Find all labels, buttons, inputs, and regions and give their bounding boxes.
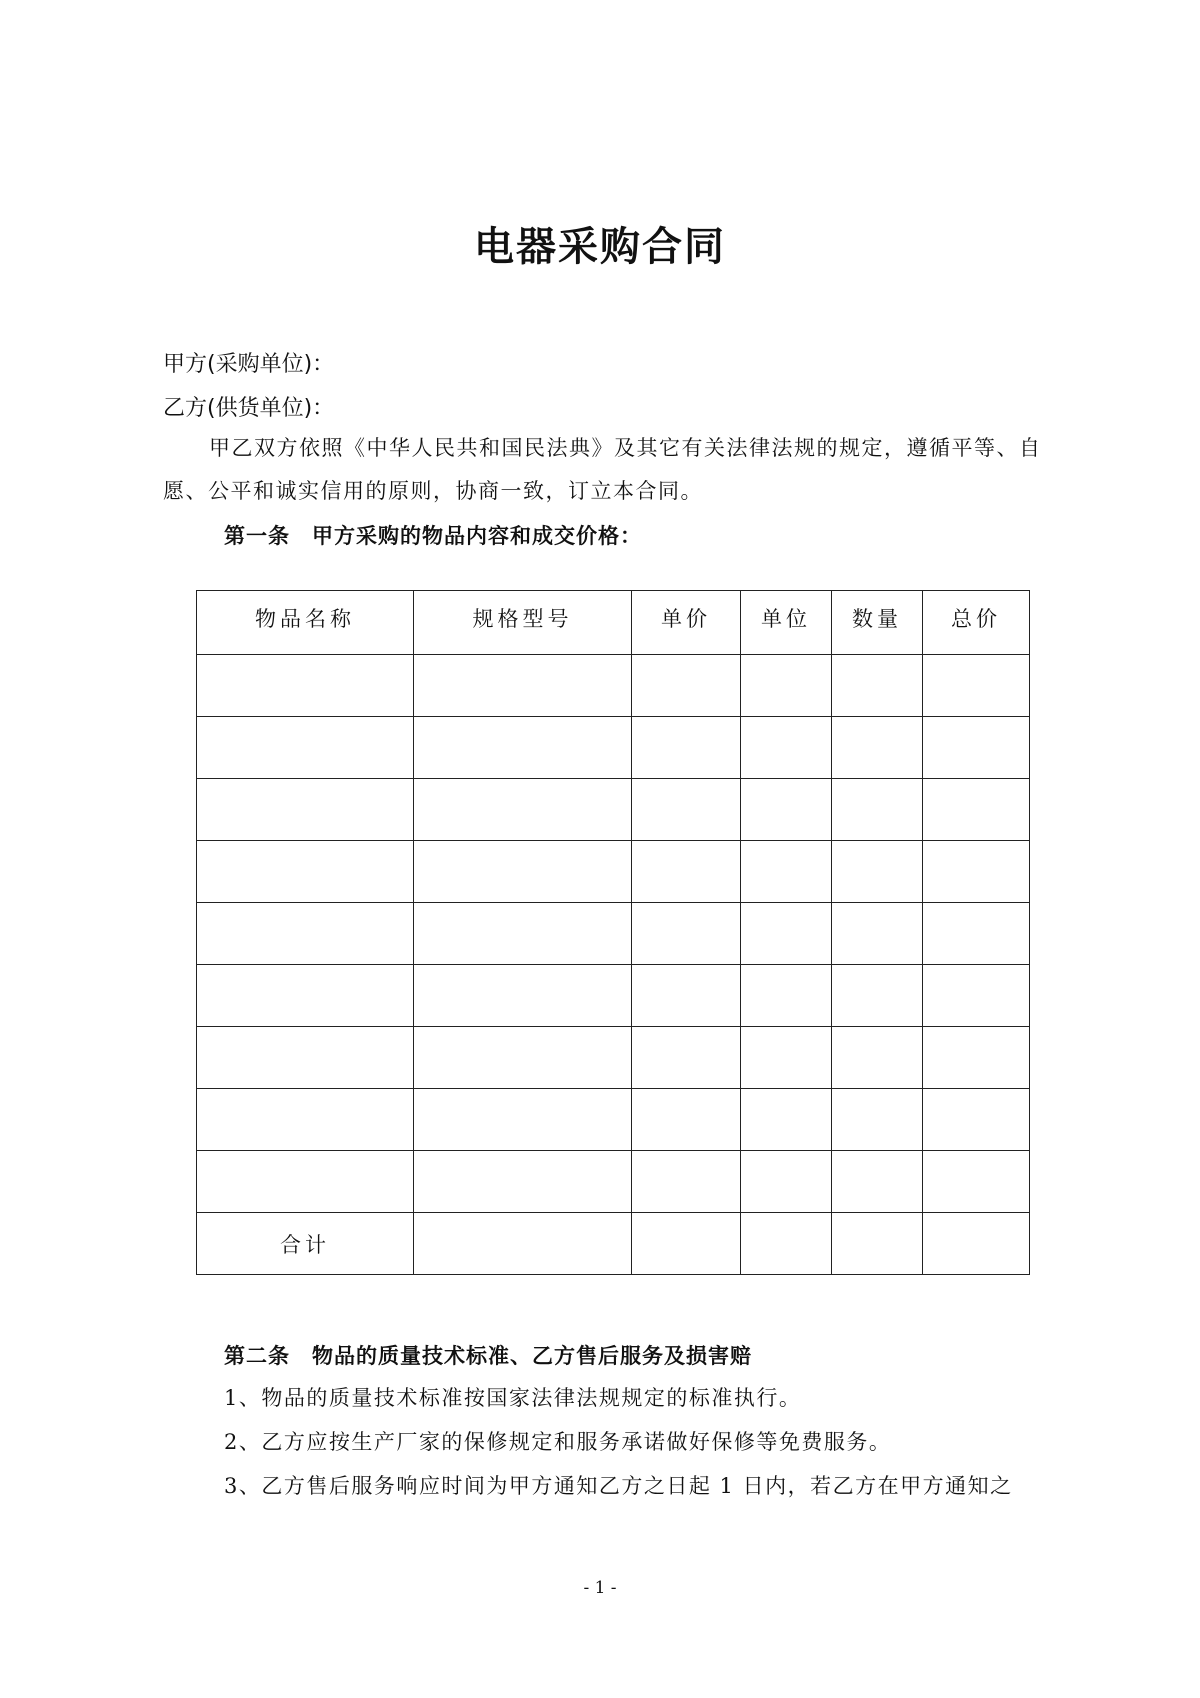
table-cell: [414, 1151, 632, 1213]
table-cell: [832, 841, 923, 903]
table-cell: [741, 717, 832, 779]
table-cell: [632, 1027, 741, 1089]
intro-paragraph: 甲乙双方依照《中华人民共和国民法典》及其它有关法律法规的规定，遵循平等、自愿、公平和诚实信用的原则，协商一致，订立本合同。: [163, 436, 1042, 503]
table-row: [197, 965, 1030, 1027]
table-cell: [832, 1089, 923, 1151]
table-total-row: [197, 1213, 1030, 1275]
items-table-wrapper: [196, 590, 1029, 1275]
table-cell: [923, 903, 1030, 965]
table-row: [197, 655, 1030, 717]
table-cell: [741, 841, 832, 903]
table-cell: [923, 841, 1030, 903]
table-cell: [923, 1027, 1030, 1089]
table-cell: [414, 717, 632, 779]
table-cell: [414, 841, 632, 903]
header-quantity: 数量: [832, 591, 923, 655]
header-total-price: 总价: [923, 591, 1030, 655]
header-spec-model: 规格型号: [414, 591, 632, 655]
total-label-cell: 合计: [197, 1213, 414, 1275]
table-cell: [832, 965, 923, 1027]
table-cell: [414, 779, 632, 841]
table-row: [197, 1089, 1030, 1151]
table-cell: [632, 1151, 741, 1213]
table-cell: [632, 903, 741, 965]
table-cell: [414, 965, 632, 1027]
table-cell: [923, 1213, 1030, 1275]
document-title: 电器采购合同: [474, 224, 726, 270]
table-row: [197, 903, 1030, 965]
table-cell: [632, 717, 741, 779]
header-unit-price: 单价: [632, 591, 741, 655]
table-cell: [414, 1089, 632, 1151]
table-cell: [741, 1027, 832, 1089]
table-cell: [741, 1213, 832, 1275]
table-cell: [741, 965, 832, 1027]
table-cell: [832, 779, 923, 841]
table-cell: [197, 903, 414, 965]
table-cell: [632, 1213, 741, 1275]
table-cell: [923, 965, 1030, 1027]
header-item-name: 物品名称: [197, 591, 414, 655]
table-cell: [632, 965, 741, 1027]
table-header-row: [197, 591, 1030, 655]
table-cell: [197, 655, 414, 717]
clause-1: 1、物品的质量技术标准按国家法律法规规定的标准执行。: [224, 1386, 802, 1410]
table-cell: [923, 1151, 1030, 1213]
table-cell: [414, 903, 632, 965]
table-cell: [832, 1151, 923, 1213]
table-cell: [414, 655, 632, 717]
party-a-label: 甲方(采购单位)：: [163, 352, 335, 377]
table-row: [197, 841, 1030, 903]
table-cell: [923, 1089, 1030, 1151]
article-1-heading: 第一条 甲方采购的物品内容和成交价格：: [224, 524, 642, 548]
table-cell: [632, 655, 741, 717]
table-cell: [632, 779, 741, 841]
article-2-heading: 第二条 物品的质量技术标准、乙方售后服务及损害赔: [224, 1343, 752, 1368]
header-unit: 单位: [741, 591, 832, 655]
table-cell: [832, 1027, 923, 1089]
page-number: - 1 -: [583, 1578, 617, 1598]
table-row: [197, 1151, 1030, 1213]
table-row: [197, 779, 1030, 841]
table-cell: [832, 655, 923, 717]
table-cell: [832, 1213, 923, 1275]
table-row: [197, 1027, 1030, 1089]
table-body: [197, 655, 1030, 1275]
items-table: [196, 590, 1030, 1275]
table-cell: [741, 903, 832, 965]
table-cell: [197, 1151, 414, 1213]
table-cell: [741, 1151, 832, 1213]
table-cell: [197, 1089, 414, 1151]
table-cell: [632, 841, 741, 903]
clause-3: 3、乙方售后服务响应时间为甲方通知乙方之日起 1 日内，若乙方在甲方通知之: [224, 1474, 1013, 1498]
clause-2: 2、乙方应按生产厂家的保修规定和服务承诺做好保修等免费服务。: [224, 1430, 892, 1454]
party-b-label: 乙方(供货单位)：: [163, 396, 335, 421]
table-cell: [923, 779, 1030, 841]
table-cell: [414, 1027, 632, 1089]
table-cell: [923, 717, 1030, 779]
table-cell: [197, 1027, 414, 1089]
table-cell: [741, 779, 832, 841]
table-cell: [197, 717, 414, 779]
table-cell: [197, 779, 414, 841]
table-cell: [832, 717, 923, 779]
table-cell: [832, 903, 923, 965]
table-cell: [632, 1089, 741, 1151]
table-cell: [741, 655, 832, 717]
table-row: [197, 717, 1030, 779]
table-cell: [197, 841, 414, 903]
table-cell: [741, 1089, 832, 1151]
table-cell: [197, 965, 414, 1027]
table-cell: [923, 655, 1030, 717]
table-cell: [414, 1213, 632, 1275]
